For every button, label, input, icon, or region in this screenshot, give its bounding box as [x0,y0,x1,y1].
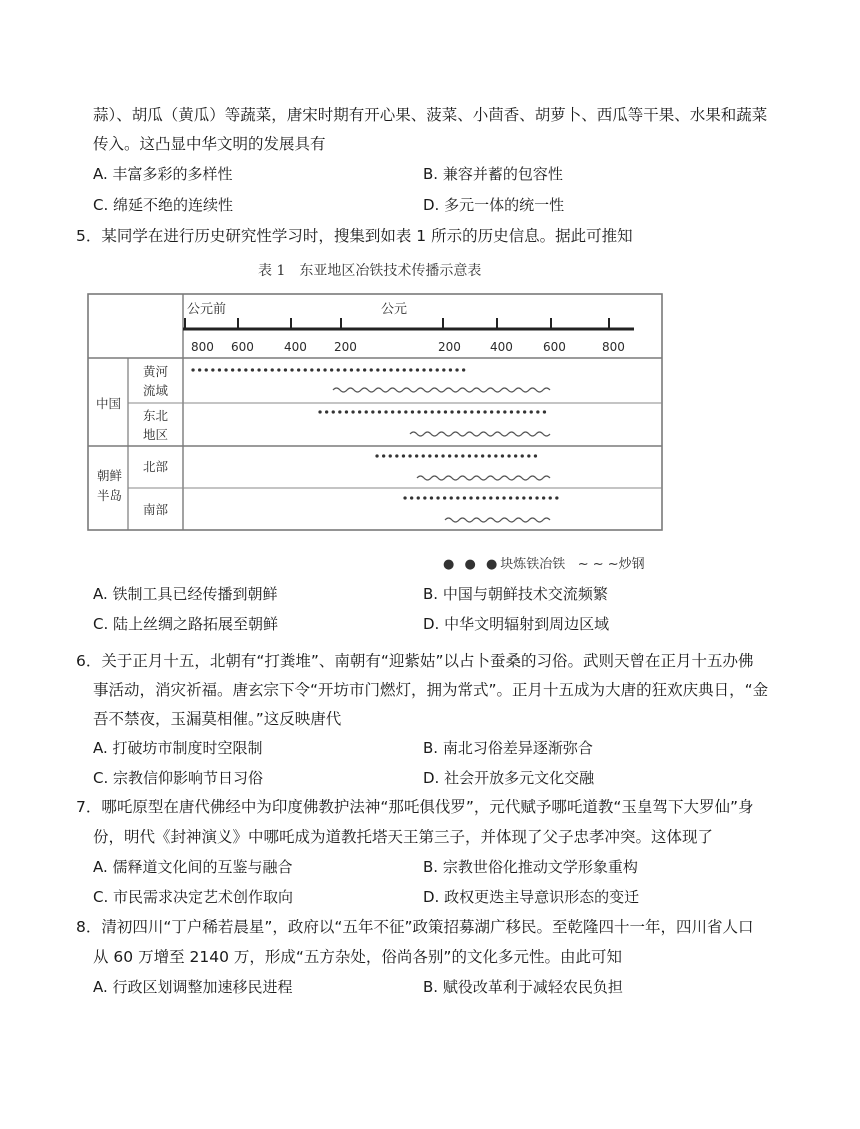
q4-option-c[interactable]: C. 绵延不绝的连续性 [93,196,234,214]
iron-technology-table [0,285,860,585]
row-label-yellow-river: 黄河 [143,364,169,379]
q4-option-b[interactable]: B. 兼容并蓄的包容性 [423,165,563,183]
group-label-china: 中国 [96,396,122,411]
q7-option-b[interactable]: B. 宗教世俗化推动文学形象重构 [423,858,638,876]
puddling-bar-yellow-river [333,388,550,392]
legend-dots-label: 块炼铁冶铁 [500,557,566,572]
axis-tick-label: 400 [284,340,307,354]
row-label-north-korea: 北部 [143,459,169,474]
axis-tick-label: 200 [334,340,357,354]
q6-option-d[interactable]: D. 社会开放多元文化交融 [423,769,595,787]
q8-option-a[interactable]: A. 行政区划调整加速移民进程 [93,978,293,996]
q8-option-b[interactable]: B. 赋役改革利于减轻农民负担 [423,978,623,996]
axis-ticks [185,318,609,329]
q6-option-b[interactable]: B. 南北习俗差异逐渐弥合 [423,739,593,757]
q8-stem-line-2: 从 60 万增至 2140 万，形成“五方杂处，俗尚各别”的文化多元性。由此可知 [93,948,622,966]
row-label-south-korea: 南部 [143,502,169,517]
axis-tick-label: 600 [543,340,566,354]
row-label-northeast: 东北 [143,408,169,423]
q5-stem: 5．某同学在进行历史研究性学习时，搜集到如表 1 所示的历史信息。据此可推知 [76,227,633,245]
q4-option-d[interactable]: D. 多元一体的统一性 [423,196,565,214]
q5-option-a[interactable]: A. 铁制工具已经传播到朝鲜 [93,585,278,603]
q4-stem-line-1: 蒜）、胡瓜（黄瓜）等蔬菜，唐宋时期有开心果、菠菜、小茴香、胡萝卜、西瓜等干果、水果和蔬菜 [93,106,768,124]
group-label-korea: 朝鲜 [97,468,123,483]
puddling-bar-north-korea [417,476,550,480]
q5-option-b[interactable]: B. 中国与朝鲜技术交流频繁 [423,585,608,603]
axis-tick-label: 400 [490,340,513,354]
q7-option-a[interactable]: A. 儒释道文化间的互鉴与融合 [93,858,293,876]
q6-option-c[interactable]: C. 宗教信仰影响节日习俗 [93,769,264,787]
q5-option-d[interactable]: D. 中华文明辐射到周边区域 [423,615,610,633]
group-label-korea: 半岛 [97,488,123,503]
q4-stem-line-2: 传入。这凸显中华文明的发展具有 [93,135,326,153]
axis-tick-label: 600 [231,340,254,354]
q7-stem-line-1: 7．哪吒原型在唐代佛经中为印度佛教护法神“那吒俱伐罗”，元代赋予哪吒道教“玉皇驾下大罗仙”身 [76,798,754,816]
row-label-northeast: 地区 [143,427,169,442]
q8-stem-line-1: 8．清初四川“丁户稀若晨星”，政府以“五年不征”政策招募湖广移民。至乾隆四十一年，四川省人口 [76,918,754,936]
table-legend [443,553,645,572]
axis-tick-label: 200 [438,340,461,354]
row-label-yellow-river: 流域 [143,383,169,398]
q4-option-a[interactable]: A. 丰富多彩的多样性 [93,165,233,183]
legend-dots-symbol: ● ● ● [443,557,501,572]
puddling-bar-south-korea [445,518,550,522]
q7-option-c[interactable]: C. 市民需求决定艺术创作取向 [93,888,294,906]
table-title: 表 1 东亚地区冶铁技术传播示意表 [258,263,482,279]
q6-stem-line-1: 6．关于正月十五，北朝有“打粪堆”、南朝有“迎紫姑”以占卜蚕桑的习俗。武则天曾在正月十五办佛 [76,652,754,670]
q6-option-a[interactable]: A. 打破坊市制度时空限制 [93,739,263,757]
axis-bce-label: 公元前 [187,302,227,317]
puddling-bar-northeast [410,432,550,436]
q5-option-c[interactable]: C. 陆上丝绸之路拓展至朝鲜 [93,615,279,633]
axis-ce-label: 公元 [381,302,408,317]
q6-stem-line-2: 事活动，消灾祈福。唐玄宗下令“开坊市门燃灯，拥为常式”。正月十五成为大唐的狂欢庆典日，“金 [93,681,769,699]
q6-stem-line-3: 吾不禁夜，玉漏莫相催。”这反映唐代 [93,710,342,728]
q7-option-d[interactable]: D. 政权更迭主导意识形态的变迁 [423,888,640,906]
axis-tick-label: 800 [191,340,214,354]
legend-waves-symbol: ~ ~ ~ [577,557,619,572]
axis-tick-label: 800 [602,340,625,354]
q7-stem-line-2: 份，明代《封神演义》中哪吒成为道教托塔天王第三子，并体现了父子忠孝冲突。这体现了 [93,828,714,846]
legend-waves-label: 炒钢 [618,557,645,572]
